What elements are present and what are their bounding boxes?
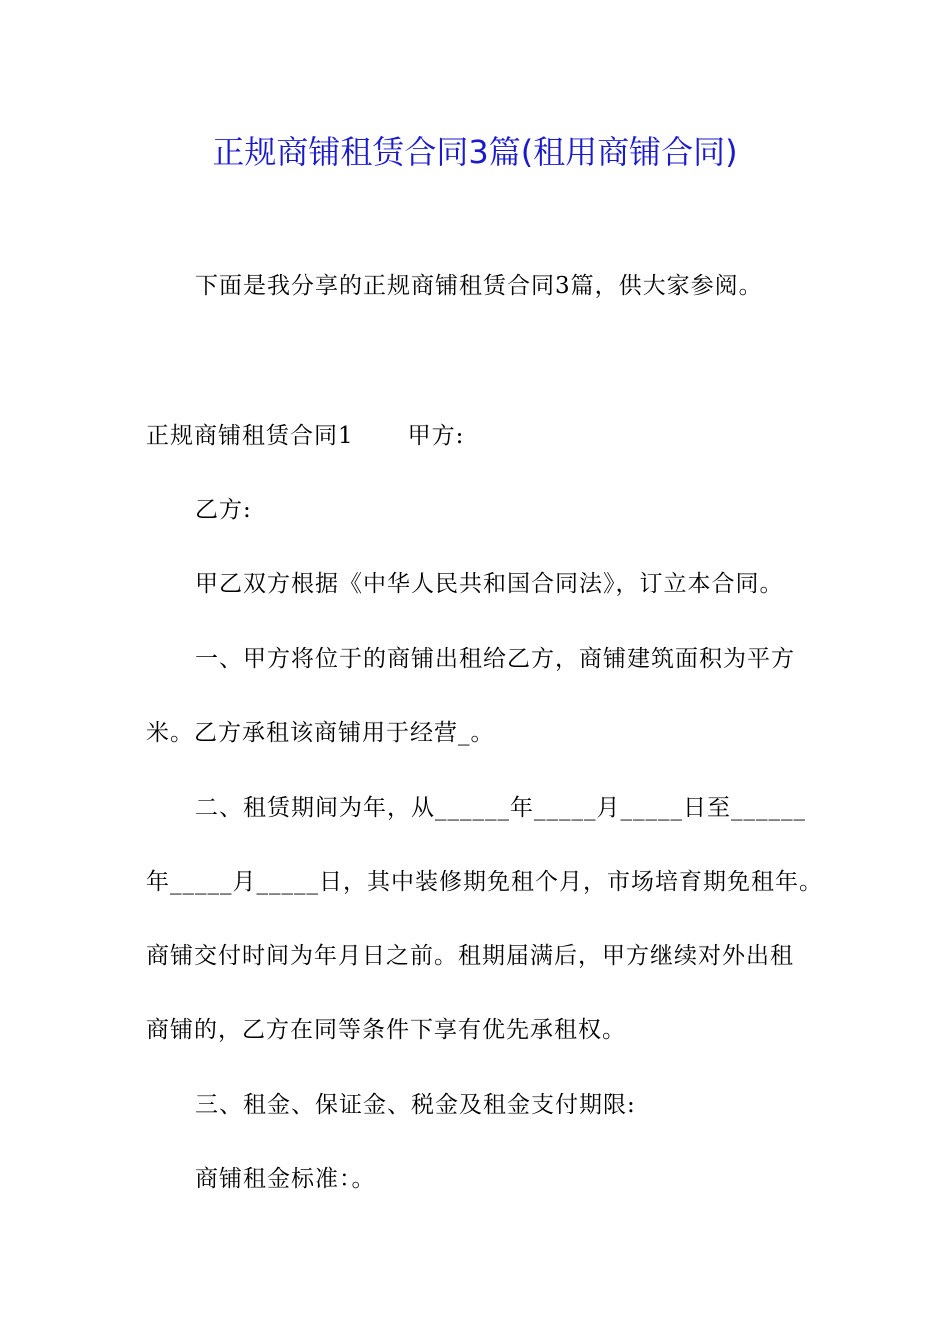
clause2-line2: 年_____月_____日，其中装修期免租个月，市场培育期免租年。 (146, 869, 823, 895)
clause2-line1: 二、租赁期间为年，从______年_____月_____日至______ (195, 795, 806, 821)
document-title: 正规商铺租赁合同3篇(租用商铺合同) (212, 133, 738, 171)
clause2-line3: 商铺交付时间为年月日之前。租期届满后，甲方继续对外出租 (146, 943, 794, 969)
clause2-line4: 商铺的，乙方在同等条件下享有优先承租权。 (146, 1017, 626, 1043)
clause1-line2: 米。乙方承租该商铺用于经营_。 (146, 720, 495, 746)
clause3-heading: 三、租金、保证金、税金及租金支付期限: (195, 1092, 636, 1118)
intro-paragraph: 下面是我分享的正规商铺租赁合同3篇，供大家参阅。 (195, 273, 763, 299)
rent-standard-line: 商铺租金标准：。 (195, 1166, 376, 1192)
contract-heading-line (146, 416, 464, 456)
party-a-label: 甲方: (407, 423, 465, 449)
basis-paragraph: 甲乙双方根据《中华人民共和国合同法》，订立本合同。 (195, 571, 784, 597)
party-b-label: 乙方: (195, 497, 252, 523)
contract-heading: 正规商铺租赁合同1 (146, 423, 354, 449)
clause1-line1: 一、甲方将位于的商铺出租给乙方，商铺建筑面积为平方 (195, 646, 795, 672)
